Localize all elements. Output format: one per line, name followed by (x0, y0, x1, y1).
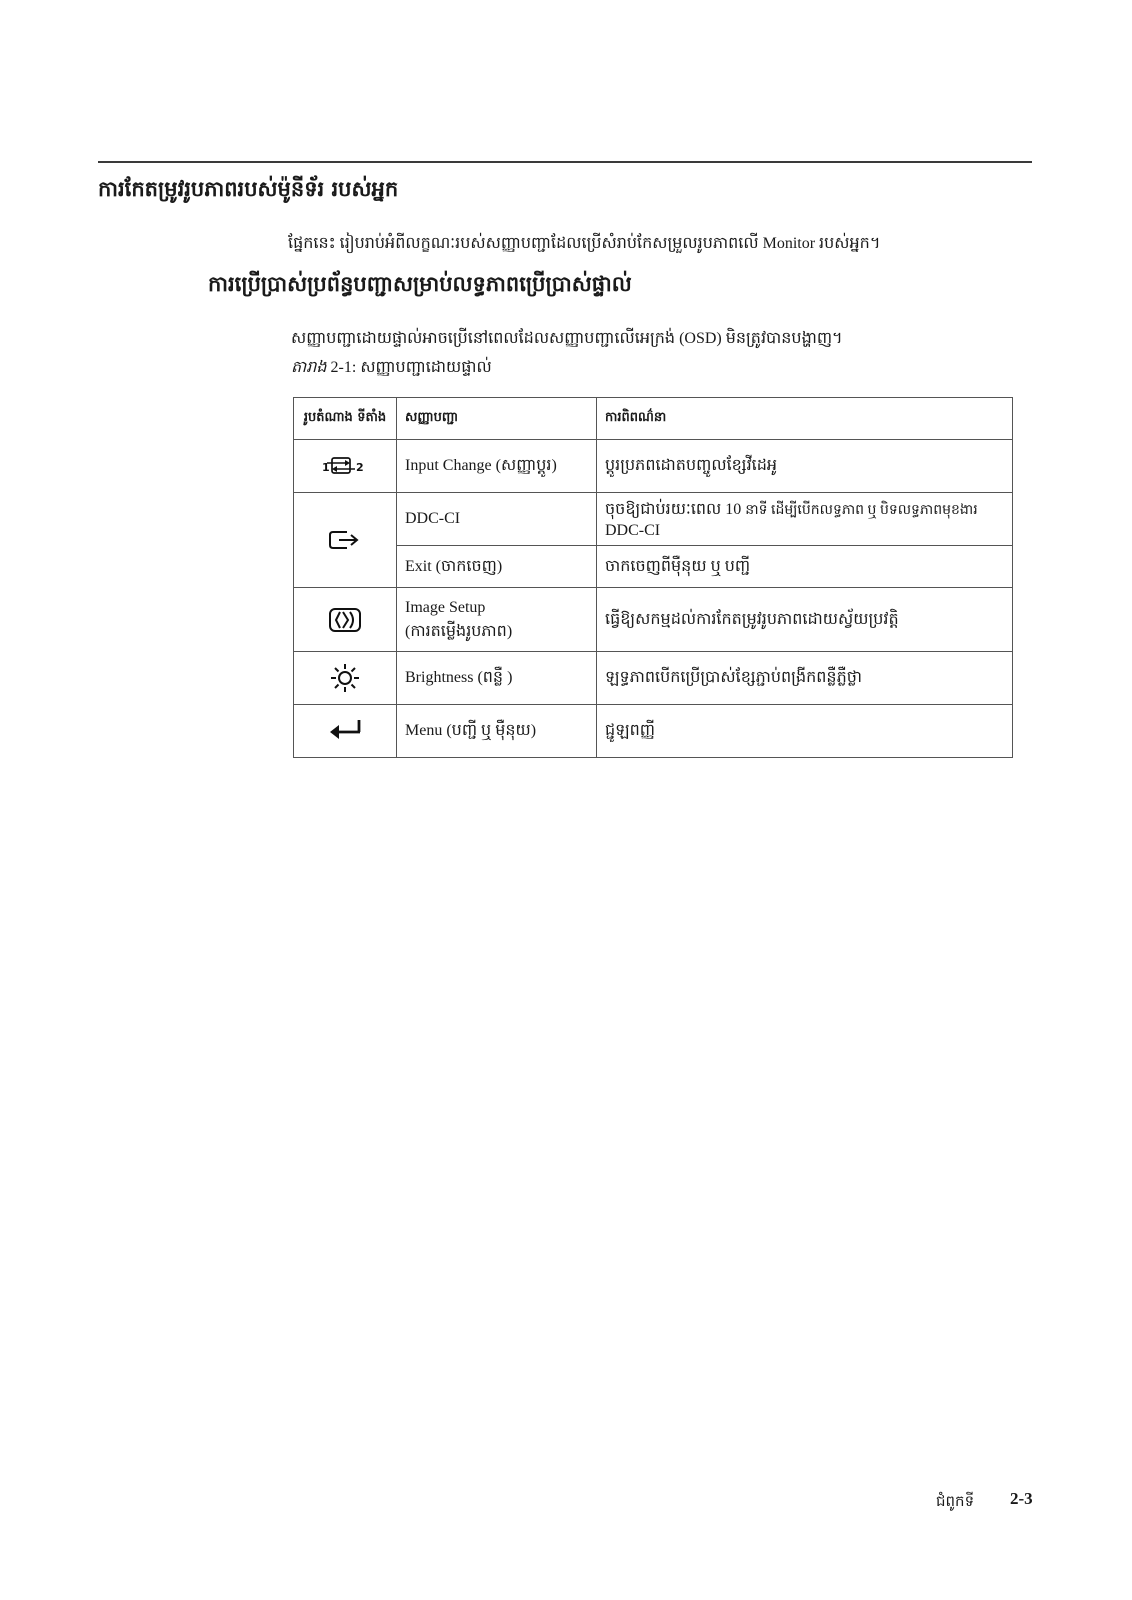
control-description: ឡទ្ធភាពបើកប្រើប្រាស់ខ្សែភ្ជាប់ពង្រីកពន្លឺភ្លឺថ្លា (597, 652, 1013, 705)
header-rule (98, 161, 1032, 163)
direct-controls-table (293, 397, 1013, 758)
exit-icon-cell (294, 493, 397, 588)
enter-icon-cell (294, 705, 397, 758)
control-description: ប្តូរប្រភពដោតបញ្ចូលខ្សែវីដេអូ (597, 440, 1013, 493)
control-description: ចាកចេញពីម៉ឺនុយ ឬ បញ្ជី (597, 546, 1013, 588)
control-name: Exit (ចាកចេញ) (397, 546, 597, 588)
control-name-line2: (ការតម្លើងរូបភាព) (405, 622, 513, 640)
header-icon: រូបតំណាង ទីតាំង (294, 398, 397, 440)
brightness-icon (329, 662, 361, 694)
exit-icon (327, 528, 363, 552)
control-description: ជ្ជូឡពញ្ញី (597, 705, 1013, 758)
table-row (294, 652, 1013, 705)
footer-chapter-label: ជំពូកទី (936, 1492, 975, 1510)
table-row (294, 493, 1013, 546)
control-name (397, 588, 597, 652)
table-row (294, 705, 1013, 758)
input-change-icon (321, 455, 369, 477)
control-name-line1: Image Setup (405, 598, 486, 616)
input-change-icon-label-1: 1 (322, 461, 330, 474)
description-note: នាទី ដើម្បីបើកលទ្ធភាព ឬ បិទលទ្ធភាពមុខងារ (745, 503, 978, 518)
control-name: DDC-CI (397, 493, 597, 546)
header-control: សញ្ញាបញ្ជា (397, 398, 597, 440)
table-row (294, 440, 1013, 493)
table-caption-label: តារាង (291, 359, 327, 376)
image-setup-icon (327, 606, 363, 634)
control-name: Menu (បញ្ជី ឬ ម៉ឺនុយ) (397, 705, 597, 758)
lead-paragraph: សញ្ញាបញ្ជាដោយផ្ទាល់អាចប្រើនៅពេលដែលសញ្ញាបញ្ជាលើអេក្រង់ (OSD) មិនត្រូវបានបង្ហាញ។ (291, 330, 843, 347)
section-title: ការកែតម្រូវរូបភាពរបស់ម៉ូនីទ័រ របស់អ្នក (98, 177, 399, 201)
table-header-row (294, 398, 1013, 440)
header-description: ការពិពណ៌នា (597, 398, 1013, 440)
enter-icon (327, 717, 363, 745)
image-setup-icon-cell (294, 588, 397, 652)
description-end: DDC-CI (605, 522, 661, 539)
table-row (294, 546, 1013, 588)
table-row (294, 588, 1013, 652)
input-change-icon-label-2: 2 (356, 461, 364, 474)
subsection-title: ការប្រើប្រាស់ប្រព័ន្ធបញ្ជាសម្រាប់លទ្ធភាពប្រើប្រាស់ផ្ទាល់ (208, 272, 632, 296)
control-description: ធ្វើឱ្យសកម្មដល់ការកែតម្រូវរូបភាពដោយស្វ័យប្រវត្តិ (597, 588, 1013, 652)
intro-paragraph: ផ្នែកនេះ រៀបរាប់អំពីលក្ខណៈរបស់សញ្ញាបញ្ជាដែលប្រើសំរាប់កែសម្រួលរូបភាពលើ Monitor របស់អ្នក។ (288, 235, 881, 252)
brightness-icon-cell (294, 652, 397, 705)
control-name: Input Change (សញ្ញាប្តូរ) (397, 440, 597, 493)
footer-page-number: 2-3 (1010, 1489, 1033, 1508)
control-name: Brightness (ពន្លឺ ) (397, 652, 597, 705)
table-caption-text: 2-1: សញ្ញាបញ្ជាដោយផ្ទាល់ (330, 359, 492, 376)
description-main: ចុចឱ្យជាប់រយៈពេល 10 (605, 501, 746, 518)
table-caption (291, 356, 492, 380)
control-description (597, 493, 1013, 546)
input-change-icon-cell (294, 440, 397, 493)
